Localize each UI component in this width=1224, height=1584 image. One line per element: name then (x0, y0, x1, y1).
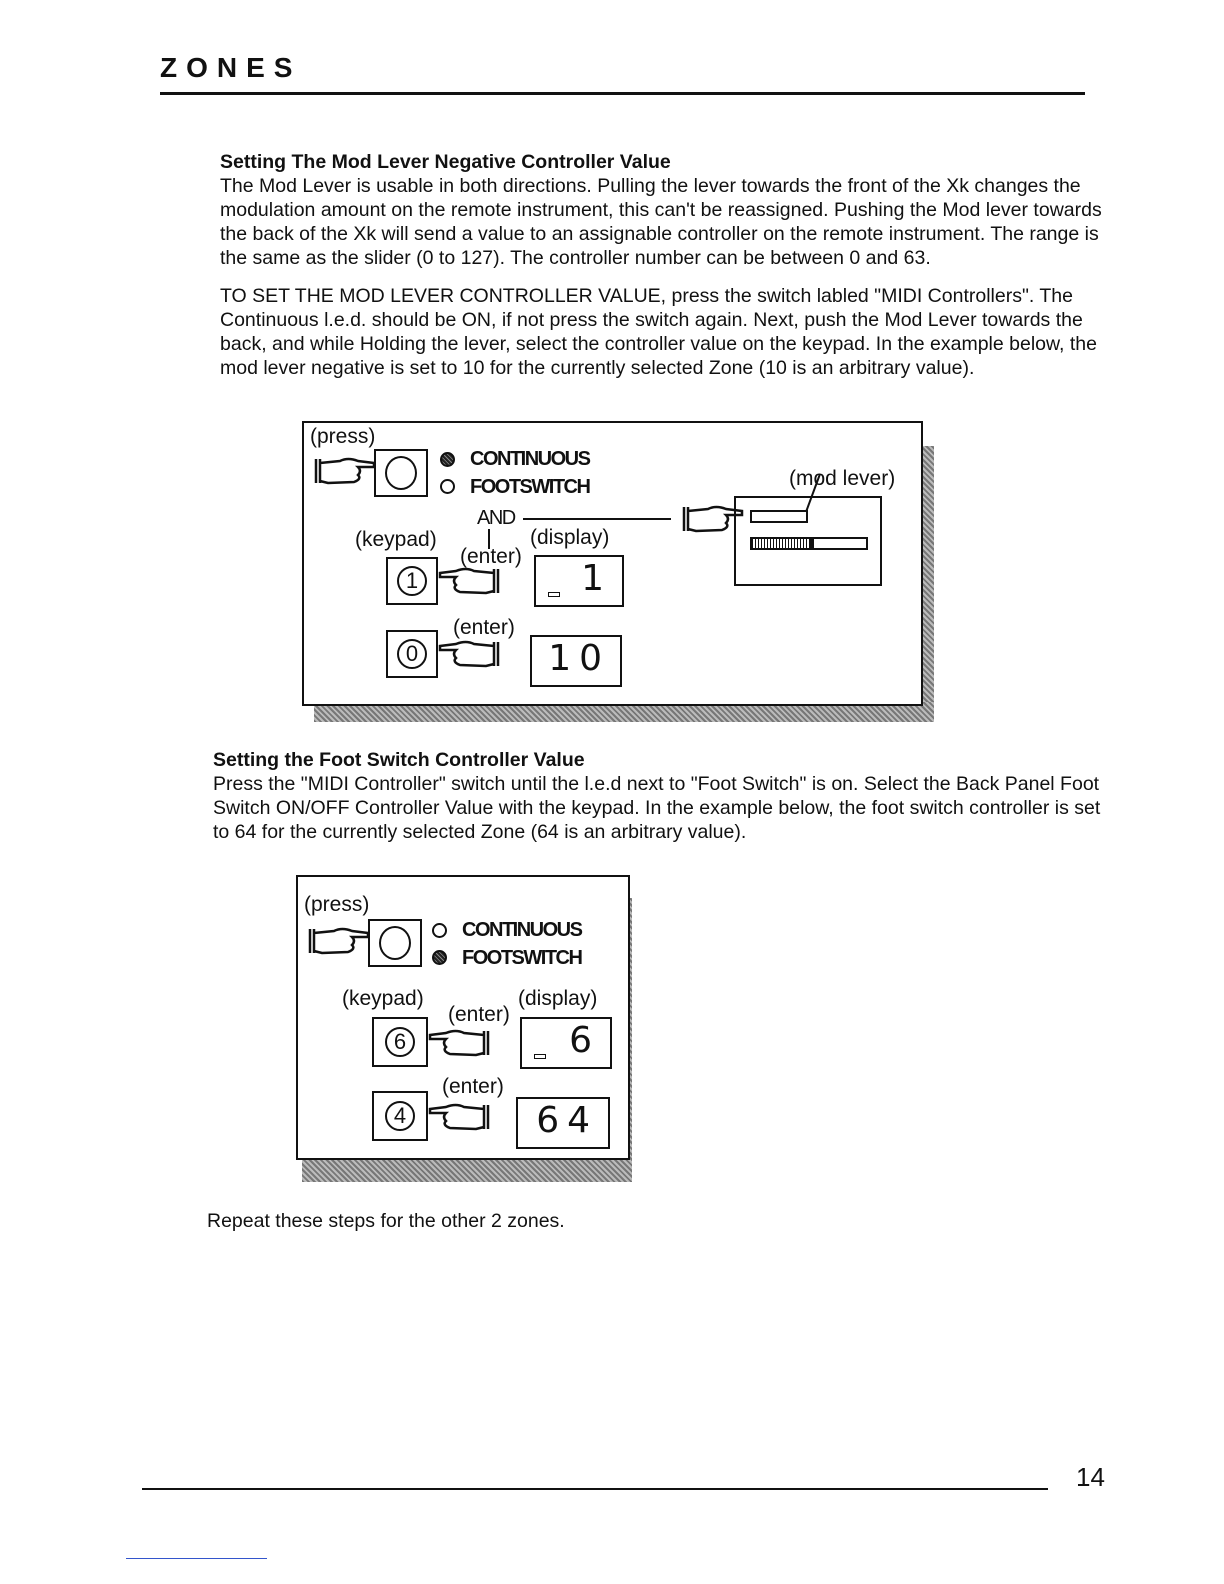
enter-hand-icon (438, 638, 500, 670)
connector-line (523, 518, 671, 520)
section-heading: Setting the Foot Switch Controller Value (213, 749, 585, 771)
page-number: 14 (1076, 1462, 1105, 1492)
section-heading: Setting The Mod Lever Negative Controller Value (220, 151, 671, 173)
press-label: (press) (310, 425, 376, 448)
keypad-label: (keypad) (342, 987, 424, 1010)
display-label: (display) (530, 526, 610, 549)
display-label: (display) (518, 987, 598, 1010)
enter-hand-icon (428, 1027, 490, 1059)
continuous-led (432, 923, 447, 938)
footswitch-label: FOOTSWITCH (470, 476, 590, 498)
mod-lever-diagram (302, 421, 923, 706)
keypad-label: (keypad) (355, 528, 437, 551)
keypad-key-0[interactable]: 0 (386, 630, 438, 678)
paragraph: TO SET THE MOD LEVER CONTROLLER VALUE, press the switch labled "MIDI Controllers". The Continuous l.e.d. should be ON, if not press the switch again. Next, push the Mod Lever towards the back, and while Holding the lever, select the controller value on the keypad. In the example below, the mod lever negative is set to 10 for the currently selected Zone (10 is an arbitrary value). (220, 285, 1097, 379)
midi-controllers-switch[interactable] (368, 919, 422, 967)
and-label: AND (477, 507, 515, 529)
footswitch-label: FOOTSWITCH (462, 947, 582, 969)
enter-label: (enter) (453, 616, 515, 639)
header-rule (160, 92, 1085, 95)
footswitch-led (440, 479, 455, 494)
enter-label: (enter) (460, 545, 522, 568)
pointing-hand-icon (314, 455, 376, 487)
repeat-note: Repeat these steps for the other 2 zones. (207, 1210, 565, 1232)
enter-hand-icon (428, 1101, 490, 1133)
mod-lever-label: (mod lever) (789, 467, 896, 490)
continuous-label: CONTINUOUS (470, 448, 590, 470)
footswitch-led (432, 950, 447, 965)
keypad-key-6[interactable]: 6 (372, 1017, 428, 1067)
bottom-link-line (126, 1558, 267, 1559)
pointing-hand-icon (308, 925, 370, 957)
keypad-key-1[interactable]: 1 (386, 557, 438, 605)
paragraph: The Mod Lever is usable in both directions. Pulling the lever towards the front of the Xk changes the modulation amount on the remote instrument, this can't be reassigned. Pushing the Mod lever towards the back of the Xk will send a value to an assignable controller on the remote instrument. The range is the same as the slider (0 to 127). The controller number can be between 0 and 63. (220, 175, 1102, 269)
keypad-key-4[interactable]: 4 (372, 1091, 428, 1141)
section-mod-lever (220, 150, 1120, 394)
midi-controllers-switch[interactable] (374, 449, 428, 497)
paragraph: Press the "MIDI Controller" switch until the l.e.d next to "Foot Switch" is on. Select the Back Panel Foot Switch ON/OFF Controller Value with the keypad. In the example below, the foot switch controller is set to 64 for the currently selected Zone (64 is an arbitrary value). (213, 773, 1101, 843)
mod-lever-pointer (796, 468, 836, 520)
foot-switch-diagram (296, 875, 630, 1160)
continuous-led (440, 452, 455, 467)
display-1: 6 (520, 1017, 612, 1069)
display-2: 10 (530, 635, 622, 687)
mod-lever-panel[interactable] (734, 496, 882, 586)
page-title: ZONES (160, 52, 302, 83)
enter-label: (enter) (448, 1003, 510, 1026)
display-1: 1 (534, 555, 624, 607)
section-foot-switch (213, 748, 1113, 858)
enter-label: (enter) (442, 1075, 504, 1098)
press-label: (press) (304, 893, 370, 916)
continuous-label: CONTINUOUS (462, 919, 582, 941)
display-2: 64 (516, 1097, 610, 1149)
enter-hand-icon (438, 565, 500, 597)
footer-rule (142, 1488, 1048, 1490)
